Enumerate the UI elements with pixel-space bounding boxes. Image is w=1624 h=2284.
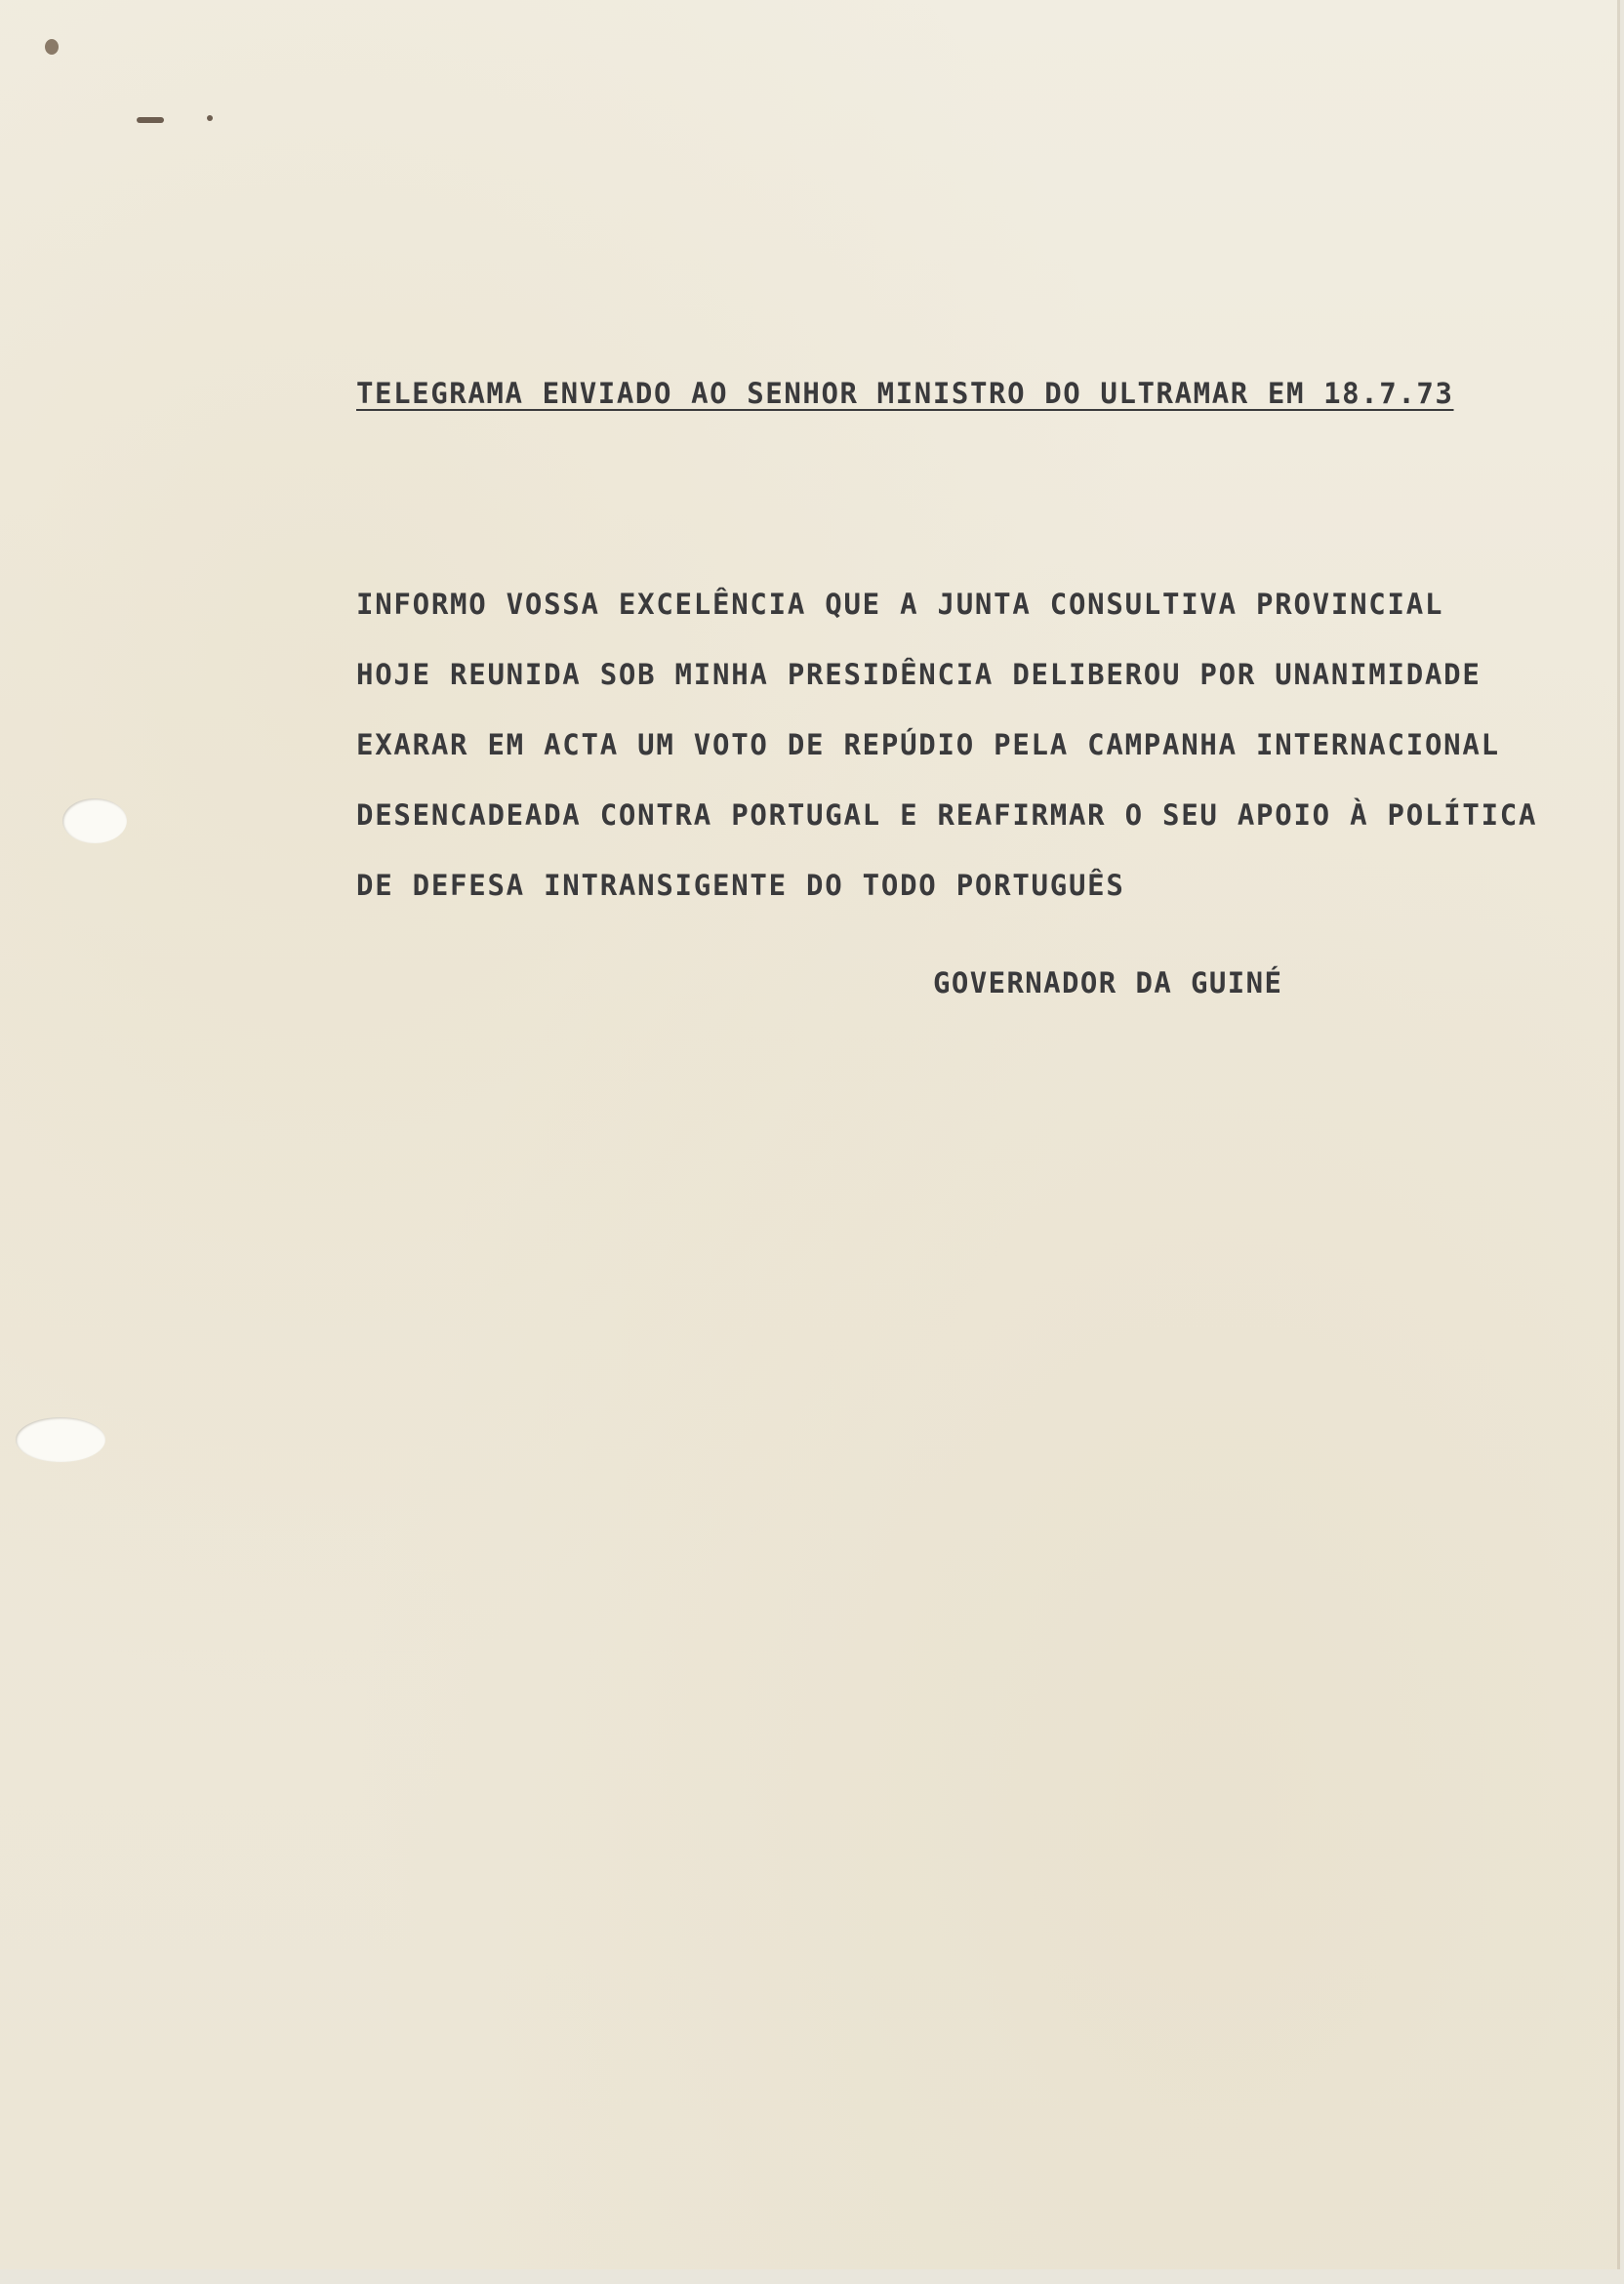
body-line: HOJE REUNIDA SOB MINHA PRESIDÊNCIA DELIBEROU POR UNANIMIDADE bbox=[356, 658, 1482, 691]
punch-hole-top bbox=[62, 798, 127, 843]
body-line: DE DEFESA INTRANSIGENTE DO TODO PORTUGUÊS bbox=[356, 869, 1125, 902]
body-line: DESENCADEADA CONTRA PORTUGAL E REAFIRMAR O SEU APOIO À POLÍTICA bbox=[356, 798, 1538, 832]
document-heading: TELEGRAMA ENVIADO AO SENHOR MINISTRO DO ULTRAMAR EM 18.7.73 bbox=[356, 377, 1454, 410]
punch-hole-bottom bbox=[16, 1417, 105, 1462]
body-line: EXARAR EM ACTA UM VOTO DE REPÚDIO PELA CAMPANHA INTERNACIONAL bbox=[356, 728, 1500, 761]
ink-spot bbox=[45, 39, 59, 55]
ink-dot bbox=[207, 115, 213, 121]
body-line: INFORMO VOSSA EXCELÊNCIA QUE A JUNTA CONSULTIVA PROVINCIAL bbox=[356, 588, 1444, 621]
signature: GOVERNADOR DA GUINÉ bbox=[933, 966, 1283, 999]
ink-smudge bbox=[137, 117, 164, 123]
